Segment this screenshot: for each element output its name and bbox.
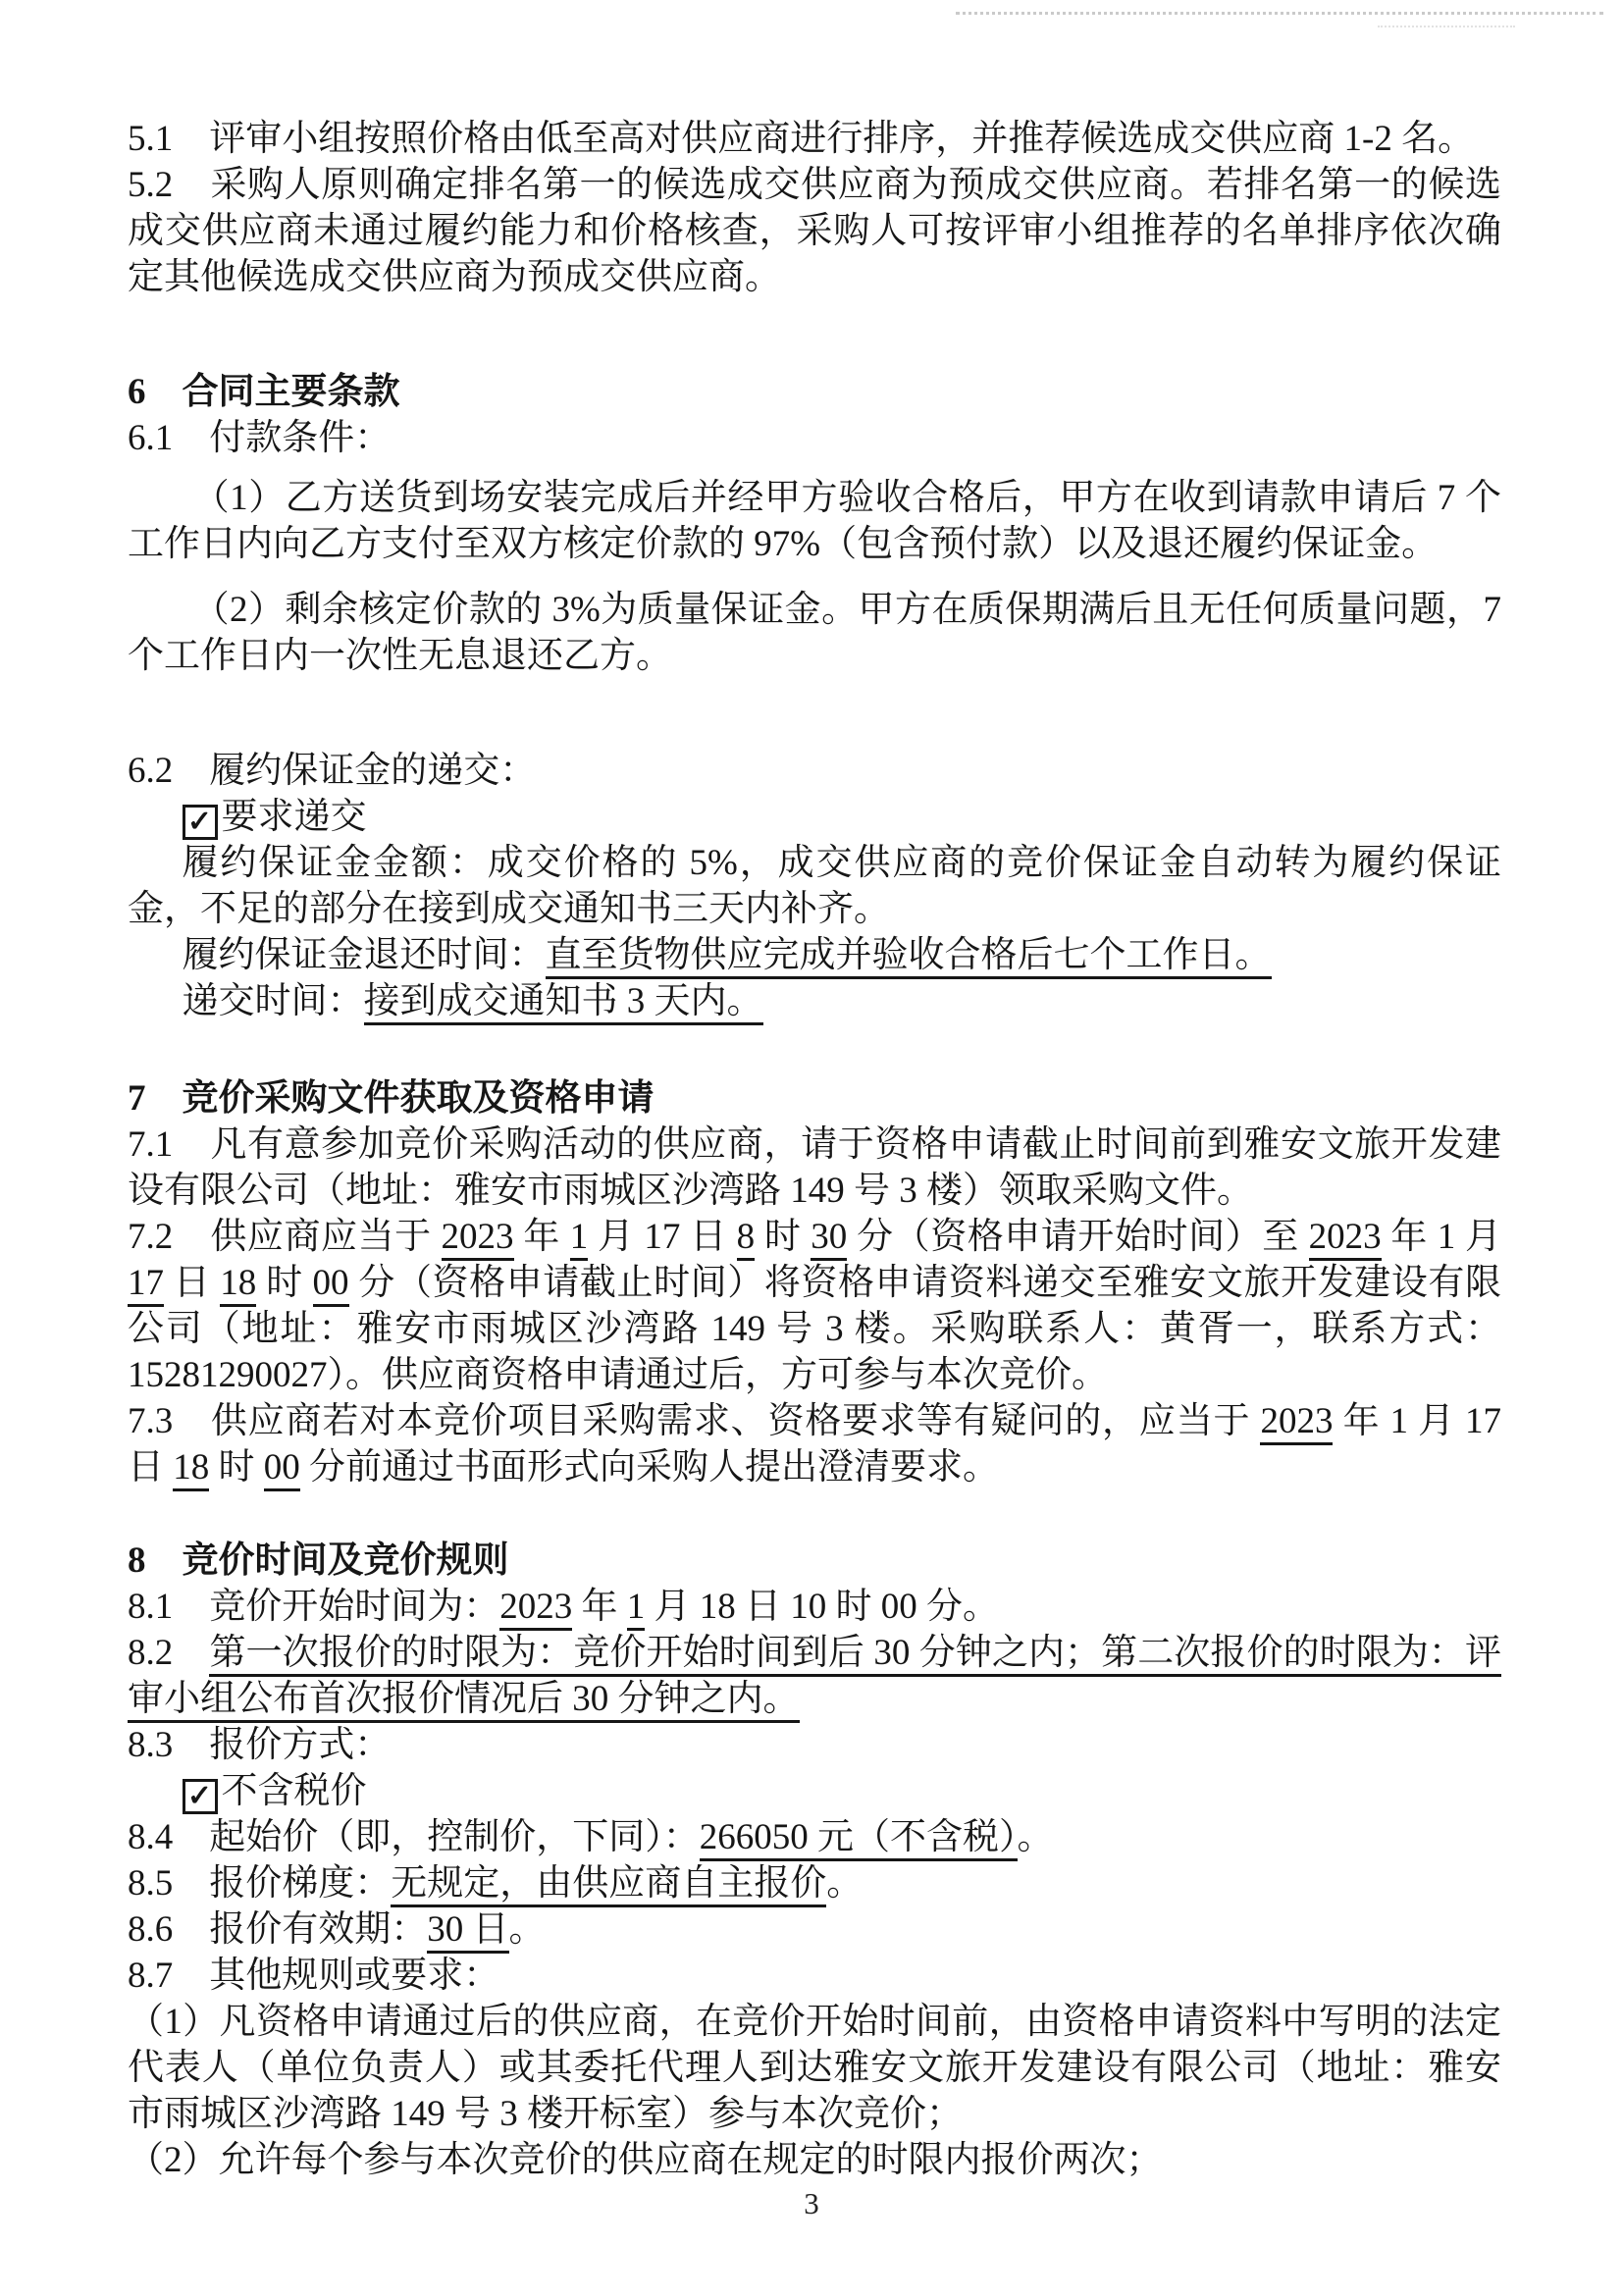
- para-guarantee-refund-time: [128, 932, 1501, 978]
- text-run: 年: [572, 1587, 627, 1627]
- text-run: 递交时间：: [182, 981, 364, 1021]
- scan-artifact: [956, 12, 1603, 15]
- text-run: 无规定，由供应商自主报价: [391, 1863, 826, 1907]
- para-6-1-2: [128, 587, 1501, 679]
- text-run: 7 竞价采购文件获取及资格申请: [128, 1078, 654, 1119]
- para-guarantee-amount: [128, 840, 1501, 932]
- heading-6: [128, 369, 1501, 415]
- para-8-4: [128, 1814, 1501, 1860]
- checkbox-line-tax-excluded: [128, 1768, 1501, 1814]
- para-8-7: [128, 1953, 1501, 1999]
- text-run: 年 1 月: [1381, 1217, 1502, 1257]
- text-run: 5.2 采购人原则确定排名第一的候选成交供应商为预成交供应商。若排名第一的候选成交供应商未通过履约能力和价格核查，采购人可按评审小组推荐的名单排序依次确定其他候选成交供应商为预成交供应商。: [128, 165, 1501, 297]
- checked-checkbox-icon: ✓: [183, 805, 218, 840]
- text-run: 2023: [1260, 1401, 1333, 1445]
- scan-artifact: [1378, 26, 1515, 27]
- text-run: 分前通过书面形式向采购人提出澄清要求。: [299, 1447, 999, 1487]
- para-5-2: [128, 162, 1501, 300]
- text-run: 00: [313, 1263, 349, 1307]
- document-content: [128, 116, 1501, 2183]
- para-submit-time: [128, 978, 1501, 1024]
- text-run: 日: [164, 1263, 221, 1303]
- text-run: 30: [811, 1217, 847, 1261]
- heading-8: [128, 1538, 1501, 1584]
- text-run: （2）允许每个参与本次竞价的供应商在规定的时限内报价两次；: [128, 2140, 1163, 2180]
- text-run: 。: [1017, 1817, 1054, 1857]
- text-run: 18: [220, 1263, 256, 1307]
- text-run: 7.3 供应商若对本竞价项目采购需求、资格要求等有疑问的，应当于: [128, 1401, 1261, 1441]
- text-run: 8.7 其他规则或要求：: [128, 1956, 500, 1996]
- para-7-1: [128, 1122, 1501, 1214]
- text-run: 直至货物供应完成并验收合格后七个工作日。: [546, 935, 1272, 979]
- text-run: （1）乙方送货到场安装完成后并经甲方验收合格后，甲方在收到请款申请后 7 个工作日内向乙方支付至双方核定价款的 97%（包含预付款）以及退还履约保证金。: [128, 478, 1501, 564]
- text-run: 30 日: [427, 1909, 508, 1954]
- text-run: 。: [508, 1909, 546, 1950]
- text-run: 6 合同主要条款: [128, 372, 400, 412]
- para-8-5: [128, 1860, 1501, 1906]
- text-run: 履约保证金金额：成交价格的 5%，成交供应商的竞价保证金自动转为履约保证金，不足的部分在接到成交通知书三天内补齐。: [128, 843, 1501, 929]
- text-run: 8.6 报价有效期：: [128, 1909, 428, 1950]
- text-run: 接到成交通知书 3 天内。: [364, 981, 763, 1025]
- para-6-1: [128, 415, 1501, 461]
- para-5-1: [128, 116, 1501, 162]
- para-8-3: [128, 1722, 1501, 1768]
- text-run: 8 竞价时间及竞价规则: [128, 1540, 509, 1581]
- text-run: 2023: [442, 1217, 514, 1261]
- text-run: 分（资格申请截止时间）将资格申请资料递交至雅安文旅开发建设有限公司（地址：雅安市雨城区沙湾路 149 号 3 楼。采购联系人：黄胥一，联系方式：15281290027）。供应商资格申请通过后，方可参与本次竞价。: [128, 1263, 1502, 1395]
- text-run: 8: [737, 1217, 756, 1261]
- text-run: 18: [173, 1447, 209, 1491]
- para-7-2: [128, 1214, 1501, 1398]
- checked-checkbox-icon: ✓: [183, 1779, 218, 1814]
- text-run: 时: [209, 1447, 264, 1487]
- text-run: 不含税价: [221, 1771, 367, 1811]
- text-run: 年: [513, 1217, 570, 1257]
- text-run: 月 18 日 10 时 00 分。: [645, 1587, 999, 1627]
- text-run: 266050 元（不含税）: [700, 1817, 1018, 1861]
- para-6-2: [128, 748, 1501, 794]
- checkbox-line-submit-required: [128, 794, 1501, 840]
- para-8-7-2: [128, 2137, 1501, 2183]
- text-run: 7.1 凡有意参加竞价采购活动的供应商，请于资格申请截止时间前到雅安文旅开发建设有限公司（地址：雅安市雨城区沙湾路 149 号 3 楼）领取采购文件。: [128, 1124, 1501, 1211]
- text-run: 8.3 报价方式：: [128, 1725, 392, 1765]
- text-run: 17: [128, 1263, 164, 1307]
- text-run: 00: [264, 1447, 300, 1491]
- text-run: 分（资格申请开始时间）至: [847, 1217, 1309, 1257]
- text-run: （1）凡资格申请通过后的供应商，在竞价开始时间前，由资格申请资料中写明的法定代表人（单位负责人）或其委托代理人到达雅安文旅开发建设有限公司（地址：雅安市雨城区沙湾路 149 号 3 楼开标室）参与本次竞价；: [128, 2002, 1501, 2134]
- text-run: 。: [826, 1863, 864, 1904]
- para-6-1-1: [128, 475, 1501, 567]
- text-run: 年 1 月 17 日: [128, 1401, 1502, 1487]
- text-run: 第一次报价的时限为：竞价开始时间到后 30 分钟之内；第二次报价的时限为：评审小组公布首次报价情况后 30 分钟之内。: [128, 1633, 1501, 1723]
- text-run: （2）剩余核定价款的 3%为质量保证金。甲方在质保期满后且无任何质量问题，7 个工作日内一次性无息退还乙方。: [128, 590, 1501, 676]
- text-run: 8.4 起始价（即，控制价，下同）：: [128, 1817, 700, 1857]
- para-8-7-1: [128, 1999, 1501, 2137]
- para-8-6: [128, 1906, 1501, 1953]
- text-run: 1: [570, 1217, 589, 1261]
- text-run: 要求递交: [221, 797, 367, 837]
- text-run: 8.1 竞价开始时间为：: [128, 1587, 500, 1627]
- text-run: 8.2: [128, 1633, 210, 1673]
- text-run: 2023: [499, 1587, 572, 1631]
- para-8-1: [128, 1584, 1501, 1630]
- heading-7: [128, 1075, 1501, 1122]
- text-run: 时: [755, 1217, 812, 1257]
- text-run: 1: [627, 1587, 646, 1631]
- page-number: 3: [804, 2186, 819, 2220]
- text-run: 时: [256, 1263, 313, 1303]
- text-run: 2023: [1309, 1217, 1382, 1261]
- text-run: 6.1 付款条件：: [128, 418, 392, 458]
- text-run: 5.1 评审小组按照价格由低至高对供应商进行排序，并推荐候选成交供应商 1-2 名。: [128, 119, 1475, 159]
- para-7-3: [128, 1398, 1501, 1490]
- text-run: 6.2 履约保证金的递交：: [128, 751, 537, 791]
- para-8-2: [128, 1630, 1501, 1722]
- text-run: 8.5 报价梯度：: [128, 1863, 392, 1904]
- text-run: 履约保证金退还时间：: [182, 935, 546, 975]
- text-run: 月 17 日: [588, 1217, 737, 1257]
- text-run: 7.2 供应商应当于: [128, 1217, 442, 1257]
